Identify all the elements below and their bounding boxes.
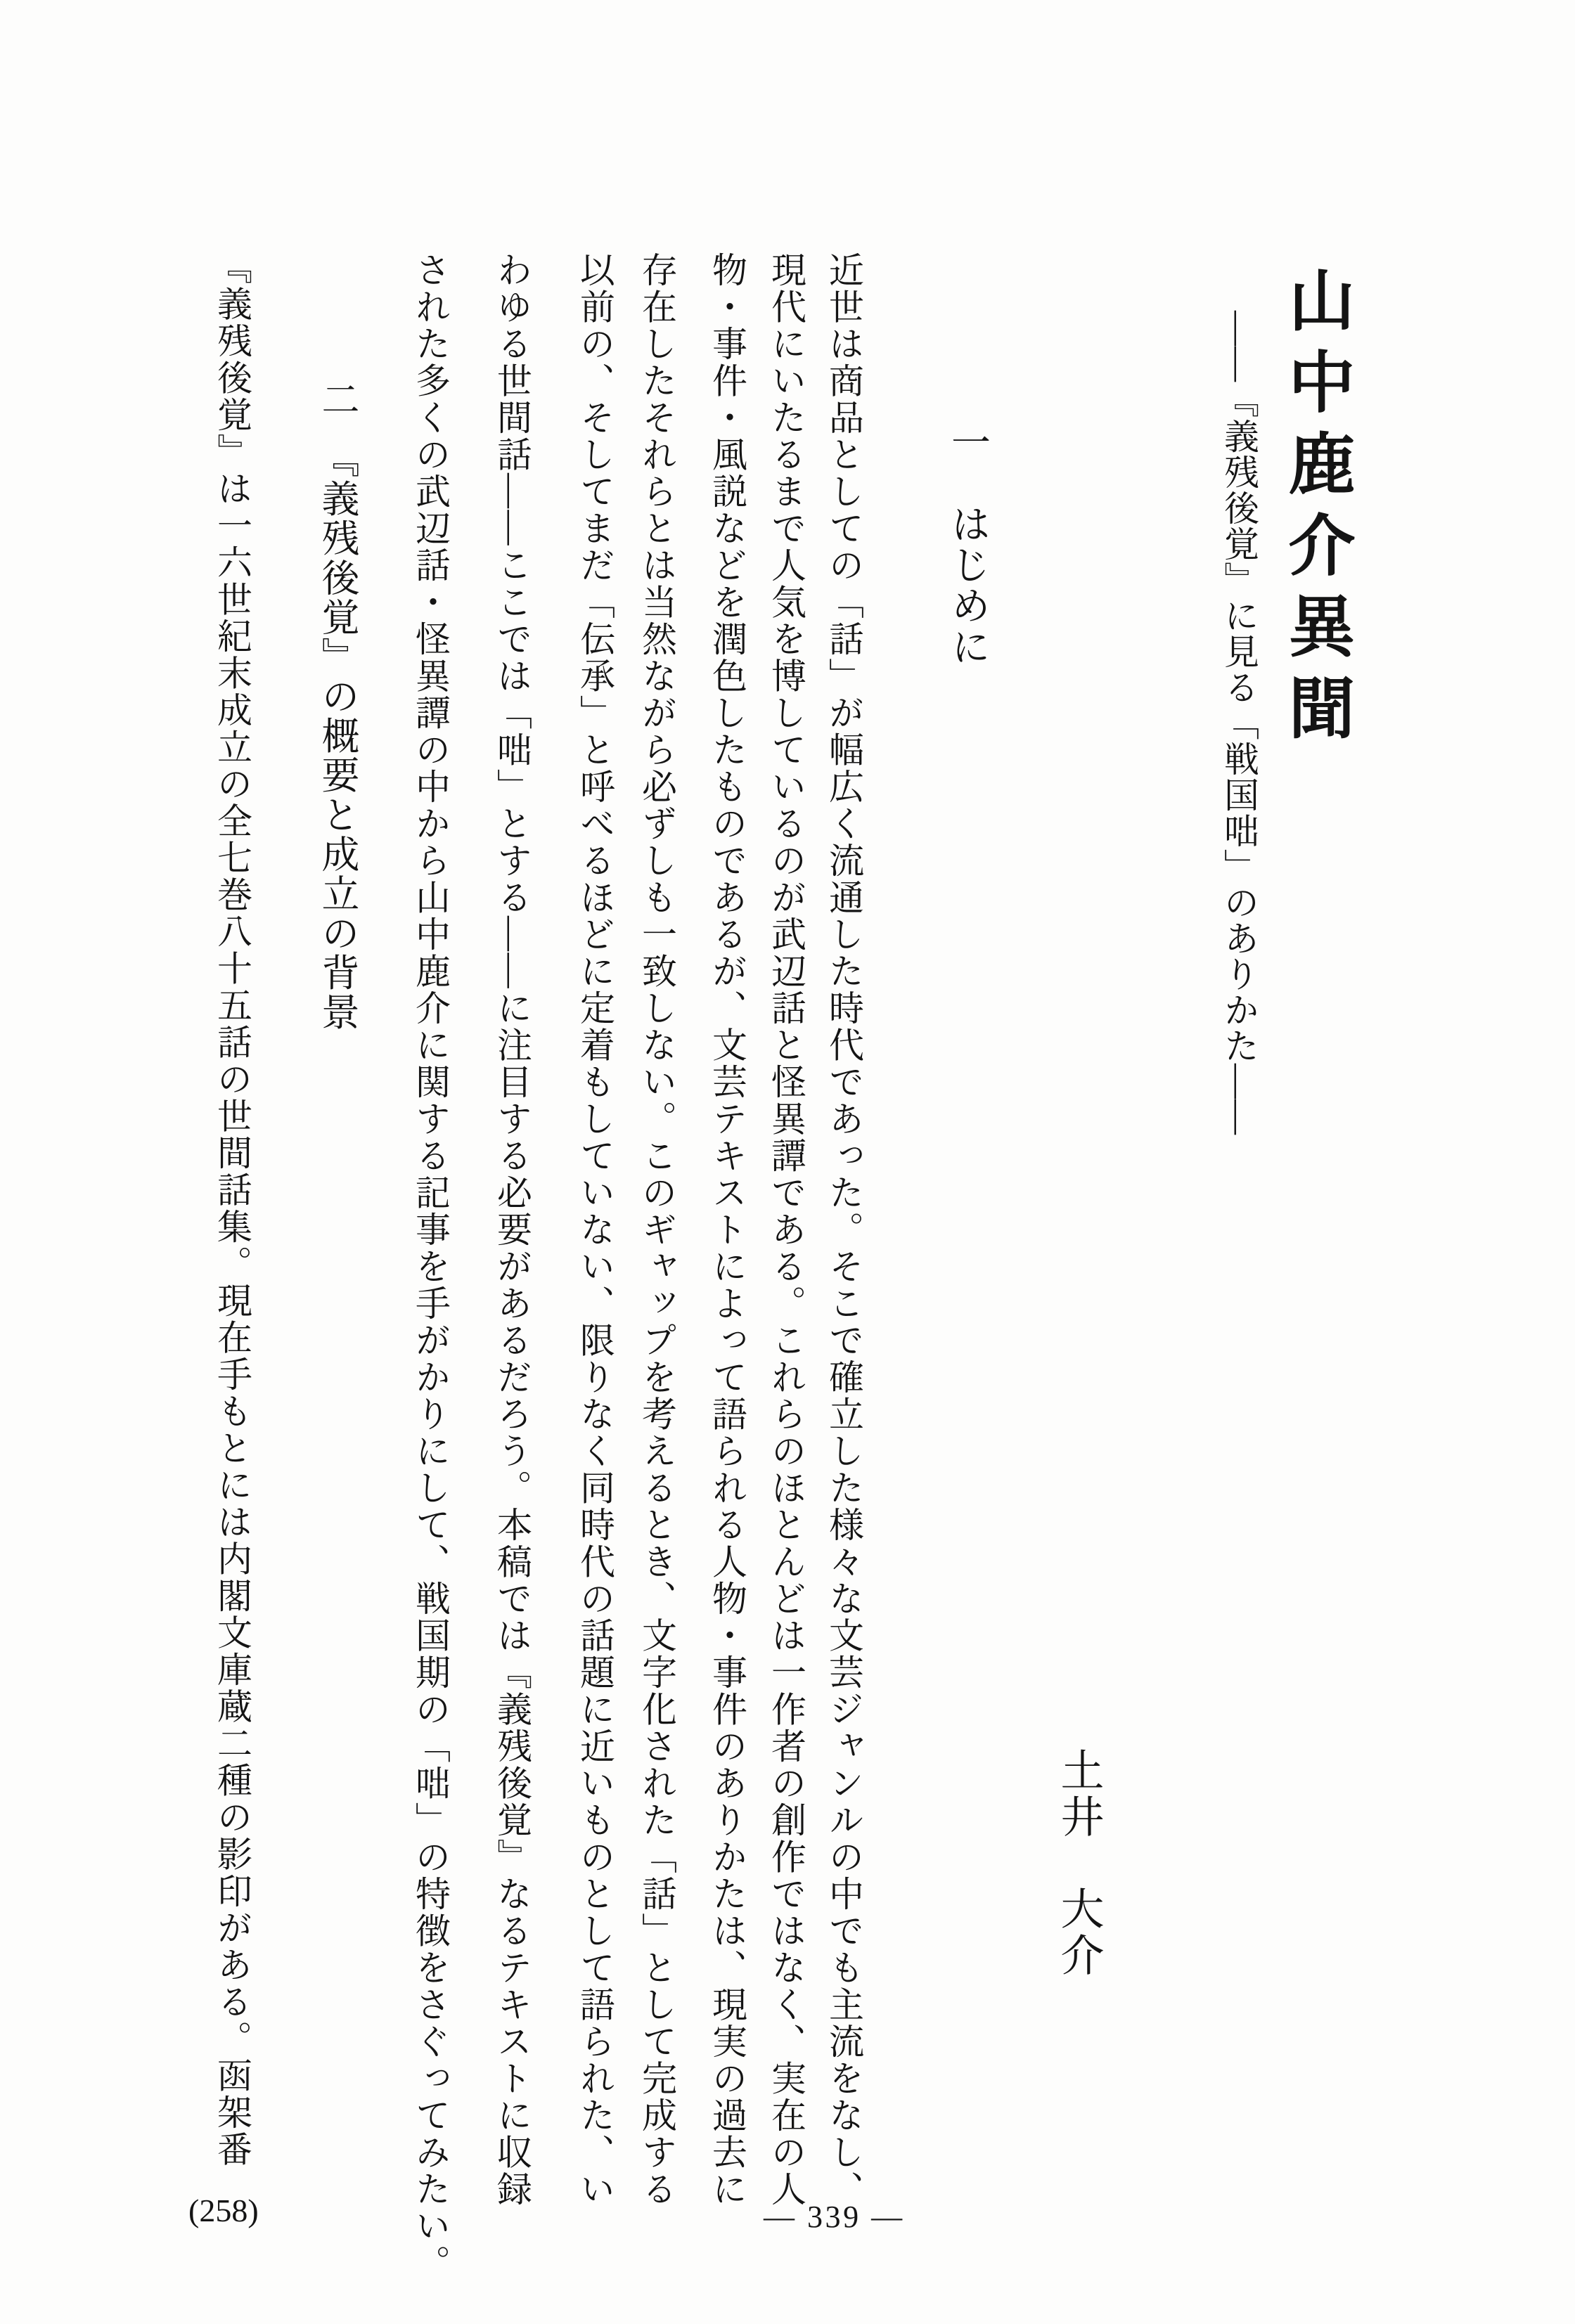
section-heading-1: 一 はじめに <box>946 422 989 668</box>
body-column-1: 近世は商品としての「話」が幅広く流通した時代であった。そこで確立した様々な文芸ジャンルの中でも主流をなし、 <box>824 252 863 2208</box>
body-column-4: 存在したそれらとは当然ながら必ずしも一致しない。このギャップを考えるとき、文字化された「話」として完成する <box>637 252 676 2208</box>
page-number-secondary: (258) <box>188 2193 259 2228</box>
body-column-3: 物・事件・風説などを潤色したものであるが、文芸テキストによって語られる人物・事件のありかたは、現実の過去に <box>707 252 747 2208</box>
body-column-7: された多くの武辺話・怪異譚の中から山中鹿介に関する記事を手がかりにして、戦国期の「咄」の特徴をさぐってみたい。 <box>411 252 450 2282</box>
body-column-8: 『義残後覚』は一六世紀末成立の全七巻八十五話の世間話集。現在手もとには内閣文庫蔵二種の影印がある。函架番 <box>212 249 252 2168</box>
article-subtitle: ――『義残後覚』に見る「戦国咄」のありかた―― <box>1219 311 1259 1135</box>
body-column-5: 以前の、そしてまだ「伝承」と呼べるほどに定着もしていない、限りなく同時代の話題に近いものとして語られた、い <box>575 252 615 2208</box>
body-column-6: わゆる世間話――ここでは「咄」とする――に注目する必要があるだろう。本稿では『義残後覚』なるテキストに収録 <box>492 252 532 2208</box>
body-column-2: 現代にいたるまで人気を博しているのが武辺話と怪異譚である。これらのほとんどは一作者の創作ではなく、実在の人 <box>766 252 806 2208</box>
page-number: ― 339 ― <box>764 2200 905 2234</box>
section-heading-2: 二 『義残後覚』の概要と成立の背景 <box>316 380 359 1032</box>
article-title: 山中鹿介異聞 <box>1279 266 1354 755</box>
author-name: 土井 大介 <box>1054 1748 1102 1979</box>
